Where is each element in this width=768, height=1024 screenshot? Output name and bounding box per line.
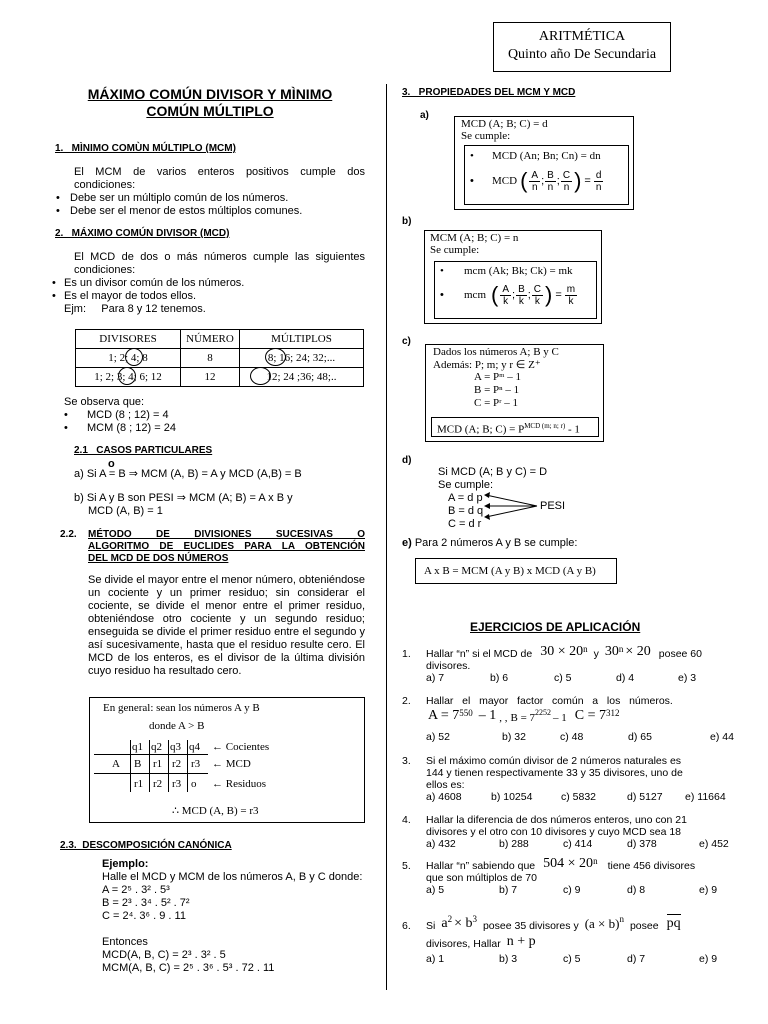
prop-d-l4: B = d q bbox=[448, 505, 484, 517]
header-grade: Quinto año De Secundaria bbox=[507, 47, 657, 62]
mcd-bullets bbox=[52, 277, 244, 316]
circle-mark-24 bbox=[265, 348, 286, 366]
q4-options bbox=[426, 838, 729, 850]
q5-exp: n bbox=[593, 856, 598, 866]
q1-exp1: n bbox=[583, 644, 588, 654]
cocientes-label: ← Cocientes bbox=[212, 741, 270, 753]
q2-number: 2. bbox=[402, 695, 411, 707]
q4-number: 4. bbox=[402, 814, 411, 826]
mcd-intro bbox=[74, 251, 365, 277]
q6-text: Si bbox=[426, 920, 436, 932]
prop-b-frac-den: k bbox=[503, 295, 509, 307]
table-cell: 12 bbox=[181, 368, 240, 387]
prop-a-inner-box bbox=[464, 145, 629, 205]
mcd-bullet-1-text: Es un divisor común de los números. bbox=[64, 277, 245, 289]
q6-math-ab: (a × b) bbox=[584, 916, 620, 931]
q5-text2: tiene 456 divisores bbox=[607, 860, 696, 872]
q6-text3: posee bbox=[629, 920, 659, 932]
q4-option: d) 378 bbox=[627, 838, 657, 850]
prop-a-frac-den: n bbox=[531, 181, 538, 193]
table-cell: 12; 24 ;36; 48;.. bbox=[240, 368, 364, 387]
prop-c-result-tail: - 1 bbox=[565, 423, 580, 436]
canonica-entonces: Entonces bbox=[102, 936, 148, 948]
header-subject: ARITMÉTICA bbox=[538, 29, 626, 44]
q2-A: A = 7 bbox=[428, 708, 460, 723]
mcd-label: ← MCD bbox=[212, 758, 251, 770]
prop-b-l2: Se cumple: bbox=[430, 244, 480, 256]
prop-a-paren: ) bbox=[574, 168, 582, 193]
q6-overline-pq: pq bbox=[666, 916, 681, 931]
q2-option: b) 32 bbox=[502, 731, 526, 743]
q2-B: B = 7 bbox=[510, 712, 536, 724]
metodo-paragraph bbox=[88, 574, 365, 678]
rr3: r3 bbox=[172, 778, 182, 790]
column-divider bbox=[386, 84, 387, 990]
q3-text: Si el máximo común divisor de 2 números naturales es bbox=[426, 755, 682, 767]
metodo-line: MCD de los enteros, es el divisor de la última división bbox=[88, 652, 365, 664]
rr4: o bbox=[191, 778, 197, 790]
q2-math bbox=[428, 708, 620, 724]
prop-b-frac-num: C bbox=[533, 283, 542, 295]
q2-option: a) 52 bbox=[426, 731, 450, 743]
q4-option: c) 414 bbox=[563, 838, 593, 850]
canonica-line: Halle el MCD y MCM de los números A, B y C donde: bbox=[102, 871, 363, 883]
casos-circ: o bbox=[108, 458, 115, 470]
cell-B: B bbox=[134, 758, 142, 770]
prop-a-frac-num: d bbox=[595, 169, 602, 181]
q5-math: 504 × 20 bbox=[543, 856, 594, 871]
prop-a-item1-text: MCD (An; Bn; Cn) = dn bbox=[492, 150, 601, 162]
prop-b-item1-text: mcm (Ak; Bk; Ck) = mk bbox=[464, 265, 573, 277]
q2-option: d) 65 bbox=[628, 731, 652, 743]
r2: r2 bbox=[172, 758, 182, 770]
q6-line1 bbox=[402, 914, 681, 932]
prop-b-box bbox=[424, 230, 602, 324]
q2-option: c) 48 bbox=[560, 731, 584, 743]
prop-b-paren: ( bbox=[491, 282, 499, 307]
prop-b-frac-den: k bbox=[518, 295, 524, 307]
ejercicios-heading: EJERCICIOS DE APLICACIÓN bbox=[470, 620, 641, 634]
q6-text2: posee 35 divisores y bbox=[482, 920, 579, 932]
prop-e bbox=[402, 537, 577, 550]
q1-text2: posee 60 bbox=[658, 648, 702, 660]
page-title-line1: MÁXIMO COMÚN DIVISOR Y MÌNIMO bbox=[87, 86, 333, 102]
mcm-intro bbox=[74, 166, 365, 192]
q1-option: c) 5 bbox=[554, 672, 572, 684]
q2-C-exp: 312 bbox=[606, 708, 620, 718]
table-cell: 8 bbox=[181, 349, 240, 368]
q4: q4 bbox=[189, 741, 200, 753]
prop-b-mcm-label: mcm bbox=[464, 289, 486, 301]
mcd-bullet-1: • Es un divisor común de los números. bbox=[52, 277, 245, 289]
q6-option: e) 9 bbox=[699, 953, 718, 965]
euclides-box bbox=[89, 697, 365, 823]
q6-math-b: × b bbox=[454, 916, 473, 931]
grid-vline bbox=[168, 740, 169, 792]
prop-a-frac-num: B bbox=[547, 169, 554, 181]
q3: q3 bbox=[170, 741, 181, 753]
q6-text4: divisores, Hallar bbox=[426, 938, 501, 950]
prop-b-inner-box bbox=[434, 261, 597, 319]
q6-option: c) 5 bbox=[563, 953, 581, 965]
euclides-grid bbox=[90, 738, 366, 798]
canonica-B: B = 2³ . 3⁴ . 5² . 7² bbox=[102, 897, 190, 909]
observa-bullet-2: • MCM (8 ; 12) = 24 bbox=[64, 422, 176, 434]
canonica-ejemplo: Ejemplo: bbox=[102, 858, 149, 870]
q1-option: e) 3 bbox=[678, 672, 697, 684]
prop-a-l2: Se cumple: bbox=[461, 130, 511, 142]
circle-mark-24b bbox=[250, 367, 271, 385]
q1-exp2: n bbox=[618, 644, 624, 654]
mcm-bullet-2-text: Debe ser el menor de estos múltiplos comunes. bbox=[70, 205, 303, 217]
q3-option: e) 11664 bbox=[685, 791, 726, 803]
prop-c-l4: B = Pⁿ – 1 bbox=[474, 384, 520, 396]
circle-mark-4 bbox=[125, 348, 143, 366]
r3: r3 bbox=[191, 758, 201, 770]
canonica-C: C = 2⁴. 3⁶ . 9 . 11 bbox=[102, 910, 186, 922]
q3-option: d) 5127 bbox=[627, 791, 663, 803]
q5-line2: que son múltiplos de 70 bbox=[426, 872, 537, 884]
prop-c-l3: A = Pᵐ – 1 bbox=[474, 371, 522, 383]
mcm-intro-line2: condiciones: bbox=[74, 179, 136, 191]
canonica-mcd: MCD(A, B, C) = 2³ . 3² . 5 bbox=[102, 949, 226, 961]
prop-a-frac-num: A bbox=[531, 169, 539, 181]
q1-math3: × 20 bbox=[625, 644, 651, 659]
q2-line1 bbox=[402, 695, 673, 707]
q4-option: e) 452 bbox=[699, 838, 729, 850]
prop-d-l1: Si MCD (A; B y C) = D bbox=[438, 466, 548, 478]
mcd-bullet-2: • Es el mayor de todos ellos. bbox=[52, 290, 197, 302]
canonica-mcm: MCM(A, B, C) = 2⁵ . 3⁶ . 5³ . 72 . 11 bbox=[102, 962, 275, 974]
q3-number: 3. bbox=[402, 755, 411, 767]
prop-b-paren: ) bbox=[545, 282, 553, 307]
canonica-A: A = 2⁵ . 3² . 5³ bbox=[102, 884, 170, 896]
q6-options bbox=[426, 953, 717, 965]
prop-a-paren: ( bbox=[520, 168, 528, 193]
page-title-line2: COMÚN MÚLTIPLO bbox=[146, 103, 274, 119]
euclides-line2: donde A > B bbox=[149, 720, 205, 732]
q6-option: b) 3 bbox=[499, 953, 518, 965]
metodo-line: Se divide el mayor entre el menor número, obteniéndose bbox=[88, 574, 365, 586]
canonica-heading: 2.3. DESCOMPOSICIÓN CANÓNICA bbox=[60, 840, 232, 851]
q1: q1 bbox=[132, 741, 143, 753]
q3-line1 bbox=[402, 755, 681, 767]
q5-line1 bbox=[402, 856, 695, 872]
prop-a-item2: • MCD ( $\frac{A}{n}$ ; $\frac{B}{n}$ ; $\frac{C}{n}$ ) = $\frac{d}{n}$ bbox=[470, 168, 602, 193]
metodo-line: así sucesivamente, hasta que el residuo resulte cero. El bbox=[88, 639, 365, 651]
q6-option: a) 1 bbox=[426, 953, 445, 965]
prop-e-label: e) bbox=[402, 537, 412, 549]
prop-a-frac-A bbox=[529, 170, 540, 193]
metodo-line: cociente, se divide el menor entre el primer residuo, bbox=[88, 600, 365, 612]
prop-b-l1: MCM (A; B; C) = n bbox=[430, 232, 519, 244]
prop-a-box bbox=[454, 116, 634, 210]
prop-d-l3: A = d p bbox=[448, 492, 483, 504]
mcm-bullet-2: • Debe ser el menor de estos múltiplos comunes. bbox=[56, 205, 303, 217]
q5-option: e) 9 bbox=[699, 884, 718, 896]
prop-e-formula: A x B = MCM (A y B) x MCD (A y B) bbox=[424, 565, 596, 577]
q3-option: b) 10254 bbox=[491, 791, 533, 803]
q4-option: a) 432 bbox=[426, 838, 456, 850]
table-cell: 1; 2; 4; 8 bbox=[76, 349, 181, 368]
table-header: NÚMERO bbox=[181, 330, 240, 349]
q1-options bbox=[426, 672, 696, 684]
prop-a-eq: = bbox=[584, 175, 591, 187]
prop-b-frac-den: k bbox=[568, 295, 574, 307]
q1-option: a) 7 bbox=[426, 672, 445, 684]
pesi-arrows bbox=[482, 486, 542, 526]
mcd-heading: 2. MÁXIMO COMÚN DIVISOR (MCD) bbox=[55, 228, 230, 239]
q4-text: Hallar la diferencia de dos números enteros, uno con 21 bbox=[426, 814, 687, 826]
q2-B-minus: – 1 bbox=[553, 712, 567, 724]
prop-b-frac-num: m bbox=[566, 283, 576, 295]
table-cell: 8; 16; 24; 32;... bbox=[240, 349, 364, 368]
prop-c-inner-box bbox=[431, 417, 599, 437]
prop-b-frac-num: B bbox=[518, 283, 525, 295]
q1-math1: 30 × 20 bbox=[540, 644, 584, 659]
observa-bullet-1: • MCD (8 ; 12) = 4 bbox=[64, 409, 169, 421]
q6-line2 bbox=[426, 934, 536, 950]
prop-a-frac-den: n bbox=[547, 181, 554, 193]
metodo-line: obteniéndose otro cociente y un segundo residuo; bbox=[88, 613, 365, 625]
q6-exp-a: 2 bbox=[447, 914, 453, 924]
grid-vline bbox=[187, 740, 188, 792]
prop-d-l2: Se cumple: bbox=[438, 479, 494, 491]
q5-option: c) 9 bbox=[563, 884, 581, 896]
mcd-bullet-2-text: Es el mayor de todos ellos. bbox=[64, 290, 197, 302]
prop-c-result-exp: MCD (m; n; r) bbox=[524, 422, 566, 430]
q6-exp-b: 3 bbox=[472, 914, 477, 924]
metodo-line: un cociente y un primer residuo; sin considerar el bbox=[88, 587, 365, 599]
grid-hline-top bbox=[94, 754, 208, 755]
q1-line1 bbox=[402, 644, 702, 660]
q6-math-np: n + p bbox=[506, 934, 536, 949]
mcd-intro-line2: condiciones: bbox=[74, 264, 136, 276]
q1-y: y bbox=[593, 648, 599, 660]
metodo-heading-3: DEL MCD DE DOS NÚMEROS bbox=[88, 553, 229, 564]
q6-number: 6. bbox=[402, 920, 411, 932]
q2-B-exp: 2252 bbox=[535, 708, 552, 717]
table-header-row bbox=[76, 330, 364, 349]
q2-text: Hallar el mayor factor común a los números. bbox=[426, 695, 673, 707]
q1-line2: divisores. bbox=[426, 660, 471, 672]
mcm-bullet-1-text: Debe ser un múltiplo común de los números. bbox=[70, 192, 289, 204]
casos-a: a) Si A = B ⇒ MCM (A, B) = A y MCD (A,B) = B bbox=[74, 468, 302, 480]
prop-a-mcd-label: MCD bbox=[492, 175, 518, 187]
props-heading: 3. PROPIEDADES DEL MCM Y MCD bbox=[402, 87, 576, 98]
casos-heading: 2.1 CASOS PARTICULARES bbox=[74, 445, 213, 456]
prop-a-label: a) bbox=[420, 110, 429, 121]
q1-option: b) 6 bbox=[490, 672, 509, 684]
observa-bullet-1-text: MCD (8 ; 12) = 4 bbox=[87, 409, 169, 421]
prop-e-text: Para 2 números A y B se cumple: bbox=[414, 537, 578, 549]
observa-block bbox=[64, 396, 176, 435]
q5-option: a) 5 bbox=[426, 884, 445, 896]
prop-a-frac-C bbox=[561, 170, 572, 193]
prop-c-box bbox=[425, 344, 604, 442]
r1: r1 bbox=[153, 758, 163, 770]
metodo-heading-1: MÉTODO DE DIVISIONES SUCESIVAS O bbox=[88, 529, 365, 540]
prop-b-frac-A bbox=[500, 284, 511, 307]
prop-a-item1: • MCD (An; Bn; Cn) = dn bbox=[470, 150, 601, 162]
rr2: r2 bbox=[153, 778, 163, 790]
prop-b-item2: • mcm ( $\frac{A}{k}$ ; $\frac{B}{k}$ ; $\frac{C}{k}$ ) = $\frac{m}{k}$ bbox=[440, 282, 576, 307]
mcm-heading: 1. MÌNIMO COMÙN MÚLTIPLO (MCM) bbox=[55, 143, 236, 154]
rr1: r1 bbox=[134, 778, 144, 790]
q2-option: e) 44 bbox=[710, 731, 734, 743]
q6-option: d) 7 bbox=[627, 953, 646, 965]
prop-a-frac-d bbox=[594, 170, 604, 193]
prop-d-label: d) bbox=[402, 455, 412, 466]
q2-C: C = 7 bbox=[574, 708, 607, 723]
mcm-intro-line1: El MCM de varios enteros positivos cumple dos bbox=[74, 166, 365, 178]
q3-line2: 144 y tienen respectivamente 33 y 35 divisores, uno de bbox=[426, 767, 683, 779]
grid-vline bbox=[130, 740, 131, 792]
mcd-intro-line1: El MCD de dos o más números cumple las siguientes bbox=[74, 251, 365, 263]
euclides-result: ∴ MCD (A, B) = r3 bbox=[172, 805, 259, 817]
q5-option: b) 7 bbox=[499, 884, 518, 896]
q3-option: c) 5832 bbox=[561, 791, 597, 803]
page-title bbox=[60, 86, 360, 120]
q4-option: b) 288 bbox=[499, 838, 529, 850]
cell-A: A bbox=[112, 758, 120, 770]
q6-math-a: a bbox=[441, 916, 448, 931]
q5-option: d) 8 bbox=[627, 884, 646, 896]
q1-math2: 30 bbox=[604, 644, 619, 659]
header-box bbox=[493, 22, 671, 72]
q1-option: d) 4 bbox=[616, 672, 635, 684]
prop-c-l1: Dados los números A; B y C bbox=[433, 346, 559, 358]
prop-a-frac-den: n bbox=[595, 181, 602, 193]
prop-a-frac-B bbox=[545, 170, 556, 193]
observa-bullet-2-text: MCM (8 ; 12) = 24 bbox=[87, 422, 176, 434]
q1-text: Hallar “n” si el MCD de bbox=[426, 648, 533, 660]
grid-hline-mid bbox=[94, 773, 208, 774]
mcm-bullets bbox=[56, 192, 302, 218]
prop-b-eq: = bbox=[555, 289, 562, 301]
prop-c-result-text: MCD (A; B; C) = P bbox=[437, 423, 525, 436]
prop-a-frac-den: n bbox=[563, 181, 570, 193]
q2-options bbox=[426, 731, 734, 743]
casos-b-line2: MCD (A, B) = 1 bbox=[88, 505, 163, 517]
residuos-label: ← Residuos bbox=[212, 778, 267, 790]
observa-label: Se observa que: bbox=[64, 396, 145, 408]
q5-options bbox=[426, 884, 717, 896]
q4-line2: divisores y el otro con 10 divisores y cuyo MCD sea 18 bbox=[426, 826, 682, 838]
prop-a-l1: MCD (A; B; C) = d bbox=[461, 118, 548, 130]
prop-d-l5: C = d r bbox=[448, 518, 482, 530]
metodo-heading-2: ALGORITMO DE EUCLIDES PARA LA OBTENCIÓN bbox=[88, 541, 365, 552]
prop-b-item1: • mcm (Ak; Bk; Ck) = mk bbox=[440, 265, 573, 277]
casos-b-line1: b) Si A y B son PESI ⇒ MCM (A; B) = A x B y bbox=[74, 492, 293, 504]
prop-b-frac-num: A bbox=[502, 283, 509, 295]
q6-exp-ab: n bbox=[619, 914, 624, 924]
canonica-block bbox=[102, 858, 362, 975]
prop-b-frac-m bbox=[565, 284, 577, 307]
table-row bbox=[76, 349, 364, 368]
mcd-ejm bbox=[52, 303, 244, 316]
grid-vline bbox=[149, 740, 150, 792]
pesi-label: PESI bbox=[540, 500, 566, 512]
table-cell: 1; 2; 3; 4; 6; 12 bbox=[76, 368, 181, 387]
q3-options bbox=[426, 791, 726, 803]
prop-b-frac-C bbox=[532, 284, 543, 307]
q1-number: 1. bbox=[402, 648, 411, 660]
mcm-bullet-1: • Debe ser un múltiplo común de los números. bbox=[56, 192, 289, 204]
prop-c-l5: C = Pʳ – 1 bbox=[474, 397, 519, 409]
metodo-line: enseguida se divide el primer residuo entre el segundo y bbox=[88, 626, 365, 638]
prop-b-frac-B bbox=[516, 284, 527, 307]
euclides-line1: En general: sean los números A y B bbox=[103, 702, 260, 714]
prop-c-result bbox=[437, 422, 580, 436]
q2-sep: , , bbox=[499, 712, 508, 724]
q2-A-exp: 550 bbox=[459, 708, 473, 718]
metodo-num: 2.2. bbox=[60, 529, 77, 540]
prop-b-label: b) bbox=[402, 216, 412, 227]
q2-A-minus: – 1 bbox=[478, 708, 497, 723]
circle-mark-4b bbox=[118, 367, 136, 385]
prop-a-frac-num: C bbox=[562, 169, 571, 181]
q5-text: Hallar “n” sabiendo que bbox=[426, 860, 536, 872]
q2: q2 bbox=[151, 741, 162, 753]
q3-line3: ellos es: bbox=[426, 779, 465, 791]
casos-b bbox=[74, 492, 293, 518]
q4-line1 bbox=[402, 814, 687, 826]
table-header: DIVISORES bbox=[76, 330, 181, 349]
prop-c-label: c) bbox=[402, 336, 411, 347]
metodo-heading bbox=[88, 529, 365, 565]
prop-c-l2: Además: P; m; y r ∈ Z⁺ bbox=[433, 359, 541, 371]
metodo-line: cuyo residuo ha resultado cero. bbox=[88, 665, 242, 677]
prop-e-box bbox=[415, 558, 617, 584]
q5-number: 5. bbox=[402, 860, 411, 872]
table-header: MÚLTIPLOS bbox=[240, 330, 364, 349]
mcd-ejm-text: Ejm: Para 8 y 12 tenemos. bbox=[64, 303, 206, 315]
q3-option: a) 4608 bbox=[426, 791, 462, 803]
prop-b-frac-den: k bbox=[534, 295, 540, 307]
